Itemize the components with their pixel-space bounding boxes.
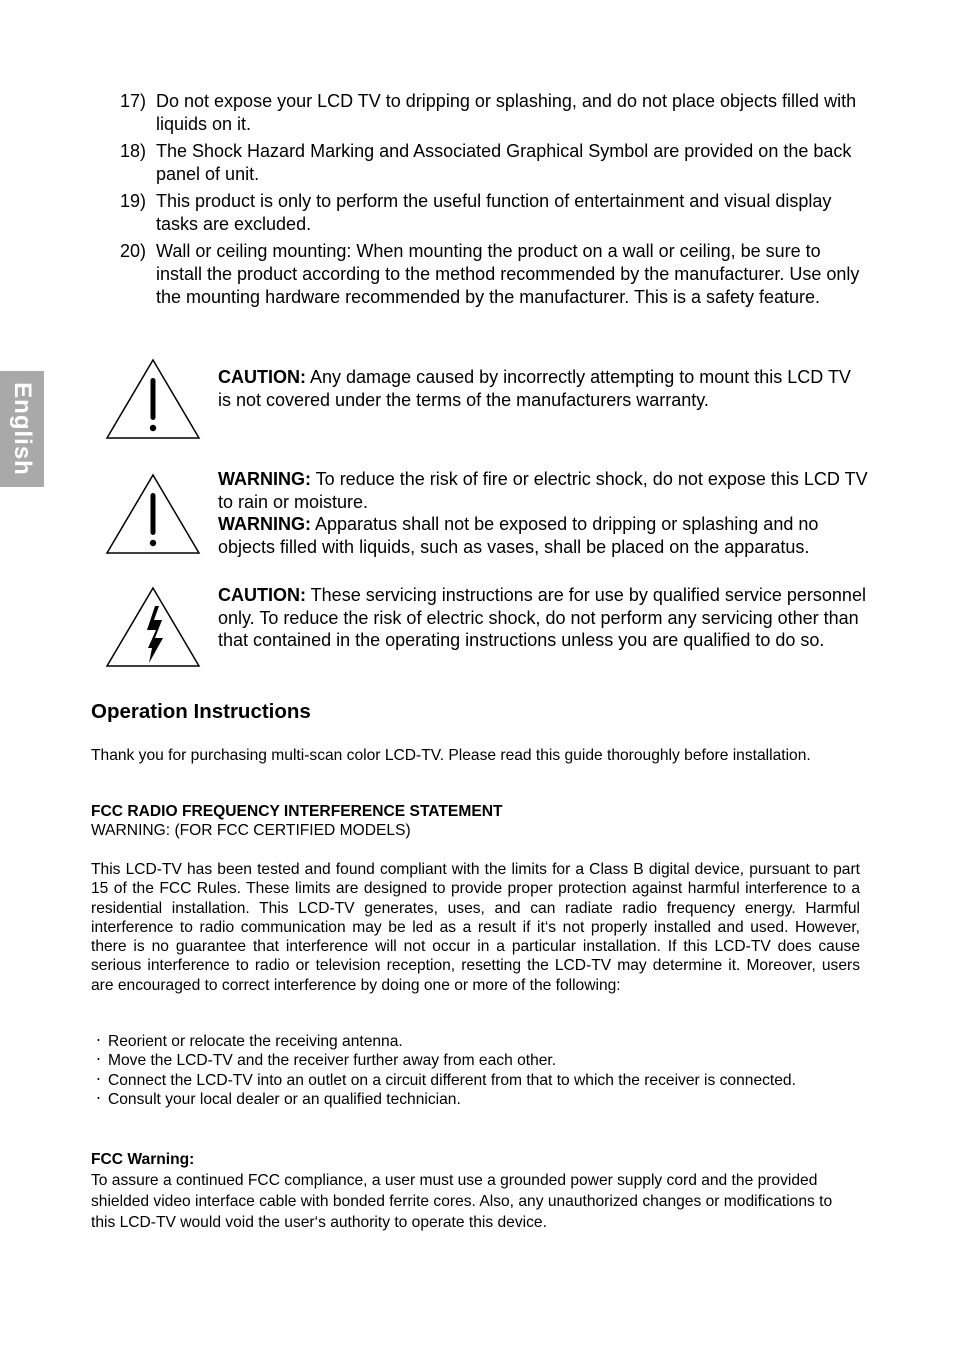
notice-label: CAUTION: <box>218 367 306 387</box>
intro-paragraph: Thank you for purchasing multi-scan color LCD-TV. Please read this guide thoroughly before installation. <box>91 747 811 764</box>
item-text: The Shock Hazard Marking and Associated Graphical Symbol are provided on the back panel of unit. <box>156 141 852 184</box>
fcc-heading: FCC RADIO FREQUENCY INTERFERENCE STATEMENT <box>91 803 503 820</box>
list-item <box>120 140 870 186</box>
notice-body: Any damage caused by incorrectly attempting to mount this LCD TV is not covered under the terms of the manufacturers warranty. <box>218 367 851 410</box>
list-item <box>120 190 870 236</box>
section-title: Operation Instructions <box>91 700 311 723</box>
language-side-tab <box>0 371 44 487</box>
item-text: This product is only to perform the useful function of entertainment and visual display tasks are excluded. <box>156 191 832 234</box>
lightning-triangle-icon <box>105 586 201 670</box>
notice-body: Apparatus shall not be exposed to dripping or splashing and no objects filled with liquids, such as vases, shall be placed on the apparatus. <box>218 514 819 557</box>
bullet-icon: ‧ <box>96 1033 101 1050</box>
fcc-subheading: WARNING: (FOR FCC CERTIFIED MODELS) <box>91 822 411 840</box>
fcc-statement-heading-block <box>91 802 860 841</box>
item-number: 19) <box>120 191 147 211</box>
bullet-text: Reorient or relocate the receiving antenna. <box>108 1033 403 1050</box>
item-number: 20) <box>120 241 147 261</box>
bullet-icon: ‧ <box>96 1090 101 1108</box>
fcc-warning-heading: FCC Warning: <box>91 1151 195 1168</box>
item-number: 18) <box>120 141 147 161</box>
item-text: Do not expose your LCD TV to dripping or splashing, and do not place objects filled with liquids on it. <box>156 91 857 134</box>
notice-body: To reduce the risk of fire or electric shock, do not expose this LCD TV to rain or moisture. <box>218 469 868 512</box>
fcc-body-paragraph: This LCD-TV has been tested and found compliant with the limits for a Class B digital device, pursuant to part 15 of the FCC Rules. These limits are designed to provide proper protection against harmful interference to a residential installation. This LCD-TV generates, uses, and can radiate radio frequency energy. Harmful interference to radio communication may be led as a result if it‘s not properly installed and used. However, there is no guarantee that interference will not occur in a particular installation. If this LCD-TV does cause serious interference to radio or television reception, resetting the LCD-TV may determine it. Moreover, users are encouraged to correct interference by doing one or more of the following: <box>91 861 860 994</box>
bullet-icon: ‧ <box>96 1052 101 1070</box>
list-item <box>120 90 870 136</box>
item-number: 17) <box>120 91 147 111</box>
list-item <box>92 1090 860 1109</box>
notice-body: These servicing instructions are for use by qualified service personnel only. To reduce the risk of electric shock, do not perform any servicing other than that contained in the operating instructions unless you are qualified to do so. <box>218 585 866 650</box>
bullet-text: Move the LCD-TV and the receiver further away from each other. <box>108 1052 557 1070</box>
fcc-warning-block <box>91 1149 860 1233</box>
bullet-text: Connect the LCD-TV into an outlet on a circuit different from that to which the receiver is connected. <box>108 1071 796 1089</box>
notice-text <box>218 468 868 558</box>
bullet-icon: ‧ <box>96 1071 101 1089</box>
list-item <box>92 1032 860 1051</box>
fcc-warning-body: To assure a continued FCC compliance, a user must use a grounded power supply cord and the provided shielded video interface cable with bonded ferrite cores. Also, any unauthorized changes or modifications to this LCD-TV would void the user‘s authority to operate this device. <box>91 1172 833 1231</box>
notice-label: WARNING: <box>218 514 311 534</box>
bullet-text: Consult your local dealer or an qualified technician. <box>108 1090 461 1108</box>
list-item <box>120 240 870 309</box>
list-item <box>92 1051 860 1070</box>
safety-instructions-list <box>120 90 870 313</box>
exclamation-triangle-icon <box>105 473 201 557</box>
notice-label: CAUTION: <box>218 585 306 605</box>
remedy-bullet-list <box>92 1032 860 1109</box>
language-tab-label: English <box>9 382 36 476</box>
item-text: Wall or ceiling mounting: When mounting the product on a wall or ceiling, be sure to install the product according to the method recommended by the manufacturer. Use only the mounting hardware recommended by the manufacturer. This is a safety feature. <box>156 241 860 307</box>
notice-text <box>218 366 868 411</box>
notice-text <box>218 584 868 652</box>
list-item <box>92 1071 860 1090</box>
notice-label: WARNING: <box>218 469 311 489</box>
exclamation-triangle-icon <box>105 358 201 442</box>
